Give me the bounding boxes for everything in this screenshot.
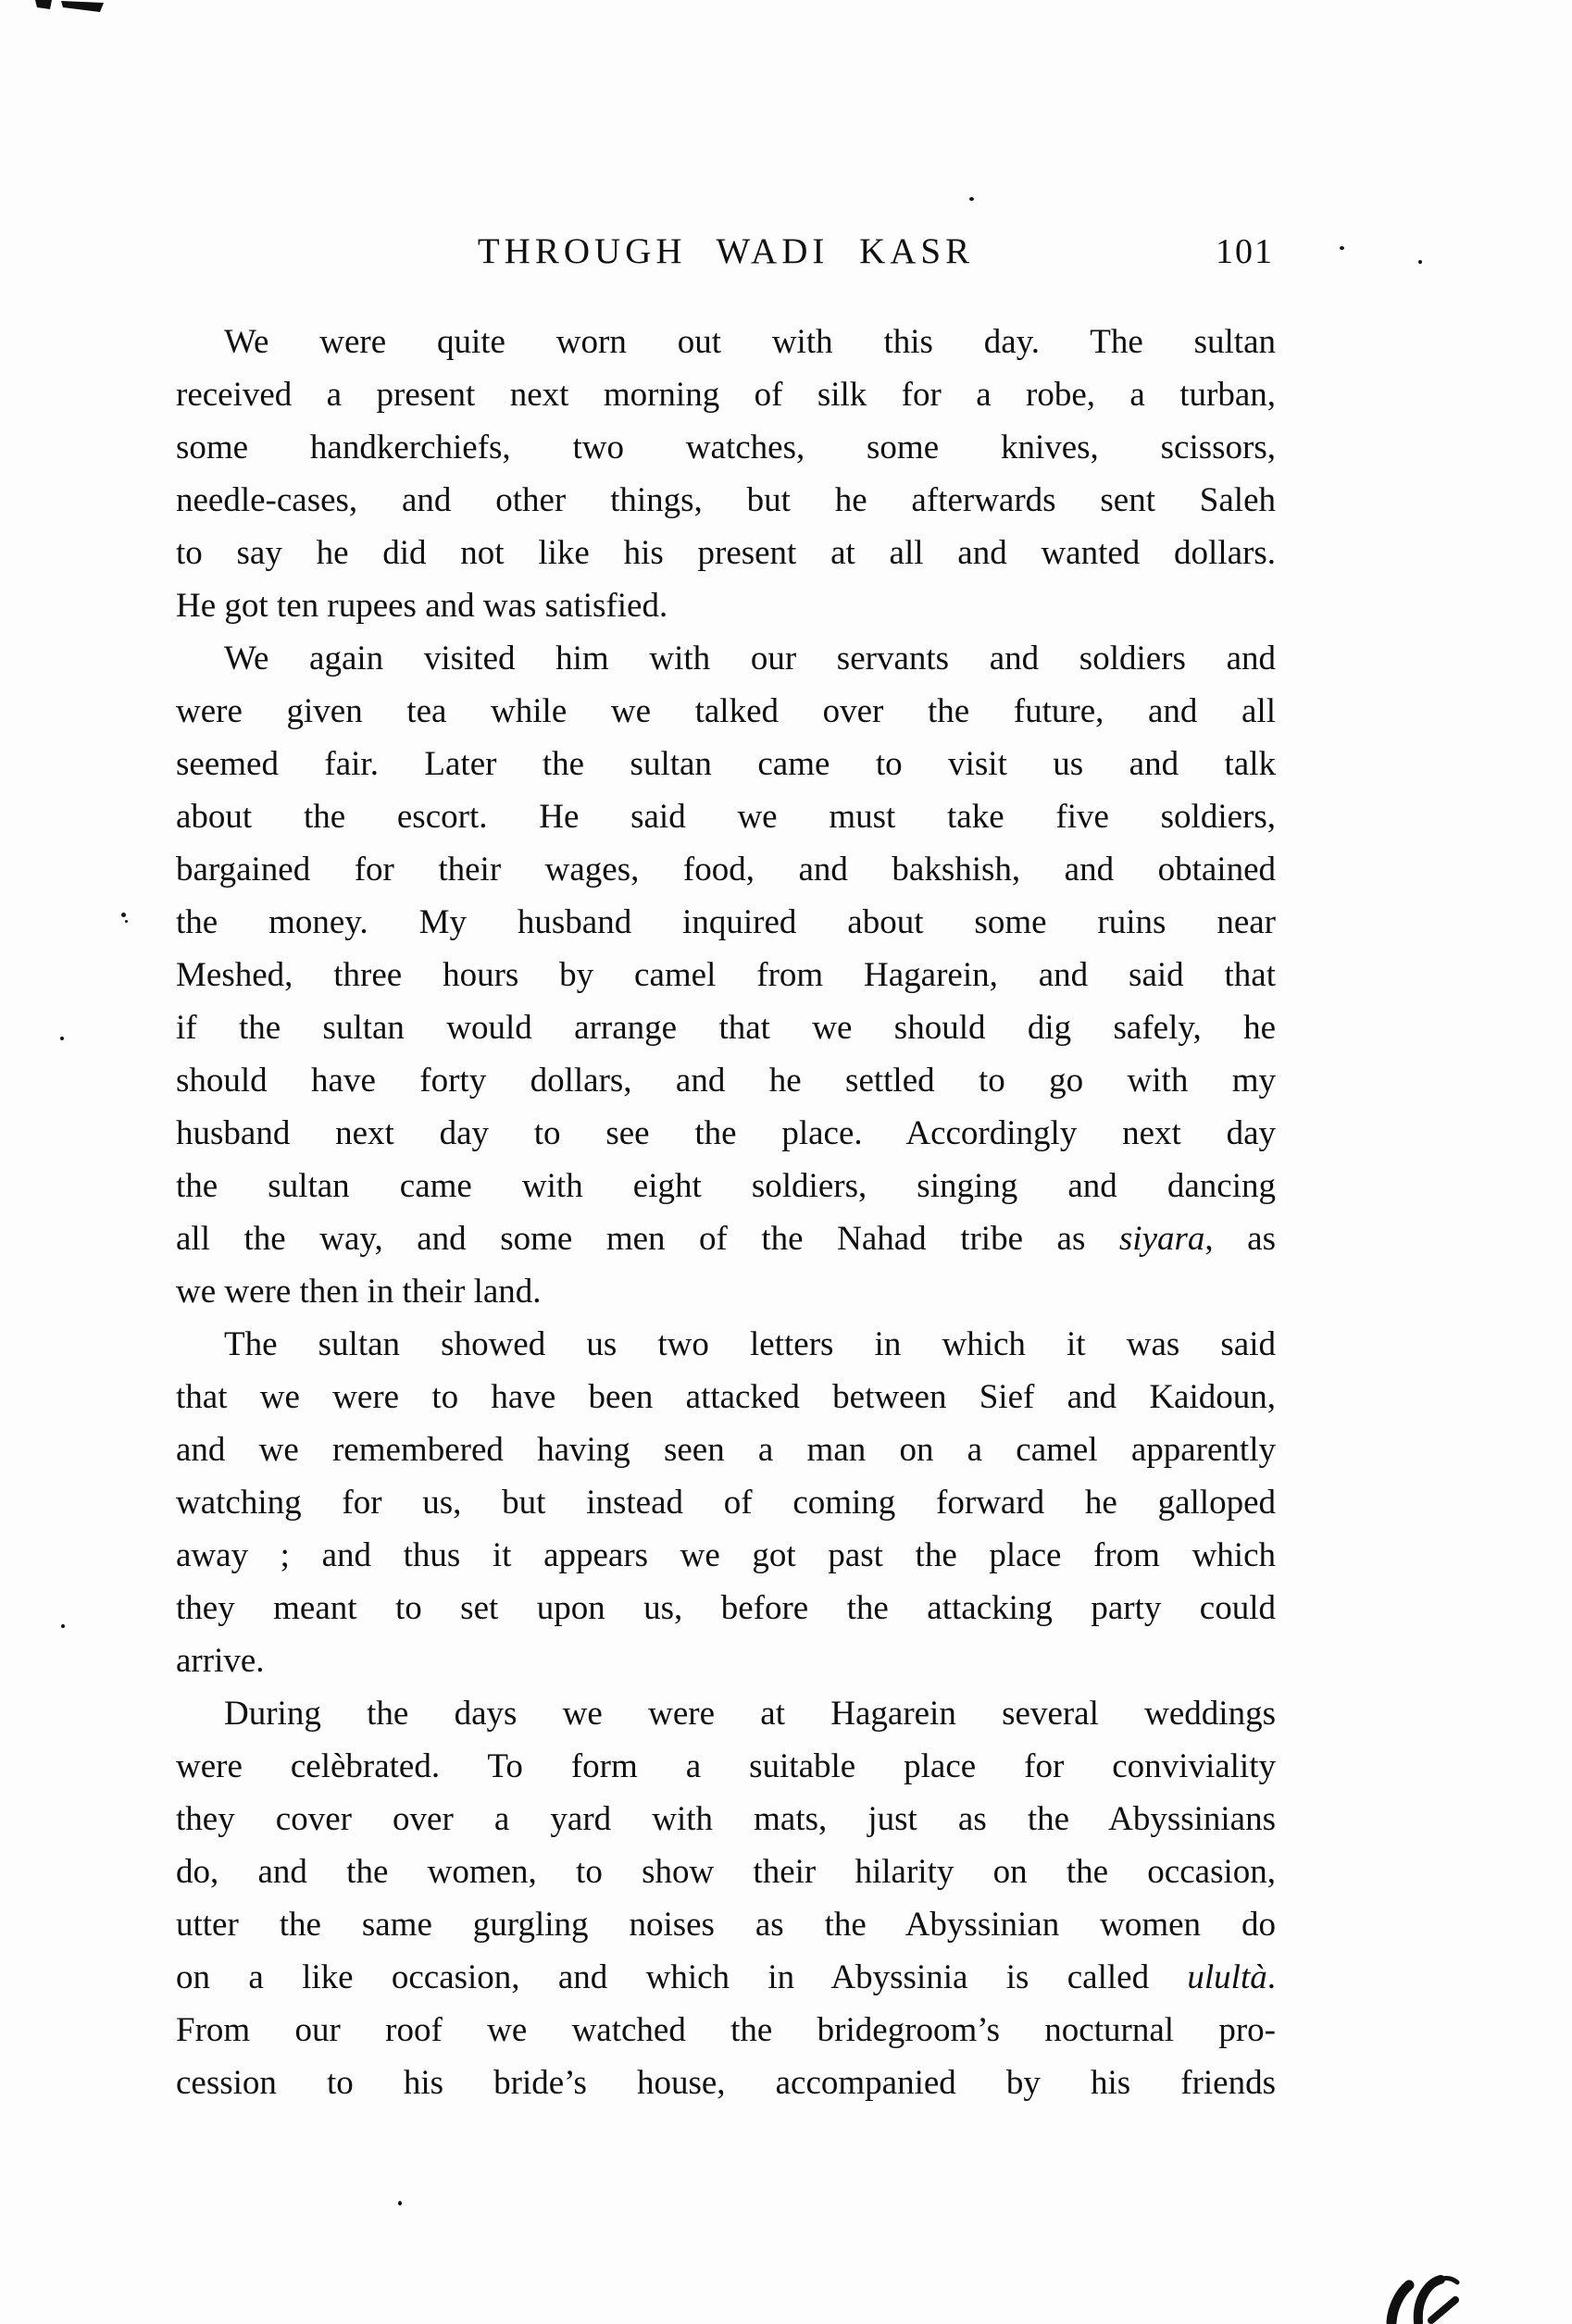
paragraph (176, 632, 1276, 1318)
running-head-row (176, 230, 1276, 274)
page-number: 101 (1216, 232, 1274, 271)
text-line: some handkerchiefs, two watches, some knives, scissors, (176, 429, 1276, 466)
text-line: the sultan came with eight soldiers, singing and dancing (176, 1167, 1276, 1205)
text-line: the money. My husband inquired about some ruins near (176, 903, 1276, 941)
text-line: The sultan showed us two letters in which it was said (224, 1325, 1276, 1363)
scan-speck (1418, 260, 1422, 264)
text-line: about the escort. He said we must take five soldiers, (176, 798, 1276, 836)
text-line: should have forty dollars, and he settled to go with my (176, 1062, 1276, 1100)
text-line: on a like occasion, and which in Abyssinia is called ulultà. (176, 1958, 1276, 1996)
text-line: Meshed, three hours by camel from Hagarein, and said that (176, 956, 1276, 994)
ink-smudge-top-left-icon (28, 0, 120, 19)
text-line: they meant to set upon us, before the attacking party could (176, 1589, 1276, 1627)
text-line: From our roof we watched the bridegroom’s nocturnal pro- (176, 2011, 1276, 2049)
scan-speck (398, 2201, 402, 2206)
text-line: We again visited him with our servants and soldiers and (224, 640, 1276, 677)
text-line: He got ten rupees and was satisfied. (176, 587, 668, 625)
text-line: they cover over a yard with mats, just as the Abyssinians (176, 1800, 1276, 1838)
text-line: bargained for their wages, food, and bakshish, and obtained (176, 851, 1276, 889)
text-line: that we were to have been attacked between Sief and Kaidoun, (176, 1378, 1276, 1416)
text-line: away ; and thus it appears we got past the place from which (176, 1536, 1276, 1574)
scan-speck (121, 913, 126, 917)
text-line: and we remembered having seen a man on a camel apparently (176, 1431, 1276, 1469)
text-line: We were quite worn out with this day. The sultan (224, 323, 1276, 361)
text-column (176, 230, 1276, 2109)
text-line: if the sultan would arrange that we should dig safely, he (176, 1009, 1276, 1047)
scan-speck (969, 197, 974, 201)
scan-speck (60, 1037, 64, 1040)
text-line: cession to his bride’s house, accompanied by his friends (176, 2064, 1276, 2102)
scan-speck (1340, 246, 1344, 250)
paragraph (176, 1687, 1276, 2109)
text-line: husband next day to see the place. Accordingly next day (176, 1114, 1276, 1152)
pen-scribble-bottom-right-icon (1379, 2272, 1481, 2324)
scan-speck (61, 1624, 65, 1628)
text-line: seemed fair. Later the sultan came to visit us and talk (176, 745, 1276, 783)
text-line: received a present next morning of silk for a robe, a turban, (176, 376, 1276, 414)
text-line: arrive. (176, 1642, 265, 1680)
running-head-title: THROUGH WADI KASR (477, 231, 975, 271)
text-line: During the days we were at Hagarein several weddings (224, 1695, 1276, 1733)
page-body (176, 316, 1276, 2109)
paragraph (176, 1318, 1276, 1687)
text-line: watching for us, but instead of coming forward he galloped (176, 1484, 1276, 1522)
paragraph (176, 316, 1276, 632)
text-line: were given tea while we talked over the future, and all (176, 692, 1276, 730)
text-line: all the way, and some men of the Nahad tribe as siyara, as (176, 1220, 1276, 1258)
text-line: we were then in their land. (176, 1273, 542, 1311)
text-line: do, and the women, to show their hilarity on the occasion, (176, 1853, 1276, 1891)
text-line: utter the same gurgling noises as the Abyssinian women do (176, 1906, 1276, 1944)
scan-speck (125, 920, 128, 923)
text-line: needle-cases, and other things, but he afterwards sent Saleh (176, 481, 1276, 519)
text-line: were celèbrated. To form a suitable place for conviviality (176, 1747, 1276, 1785)
text-line: to say he did not like his present at all and wanted dollars. (176, 534, 1276, 572)
